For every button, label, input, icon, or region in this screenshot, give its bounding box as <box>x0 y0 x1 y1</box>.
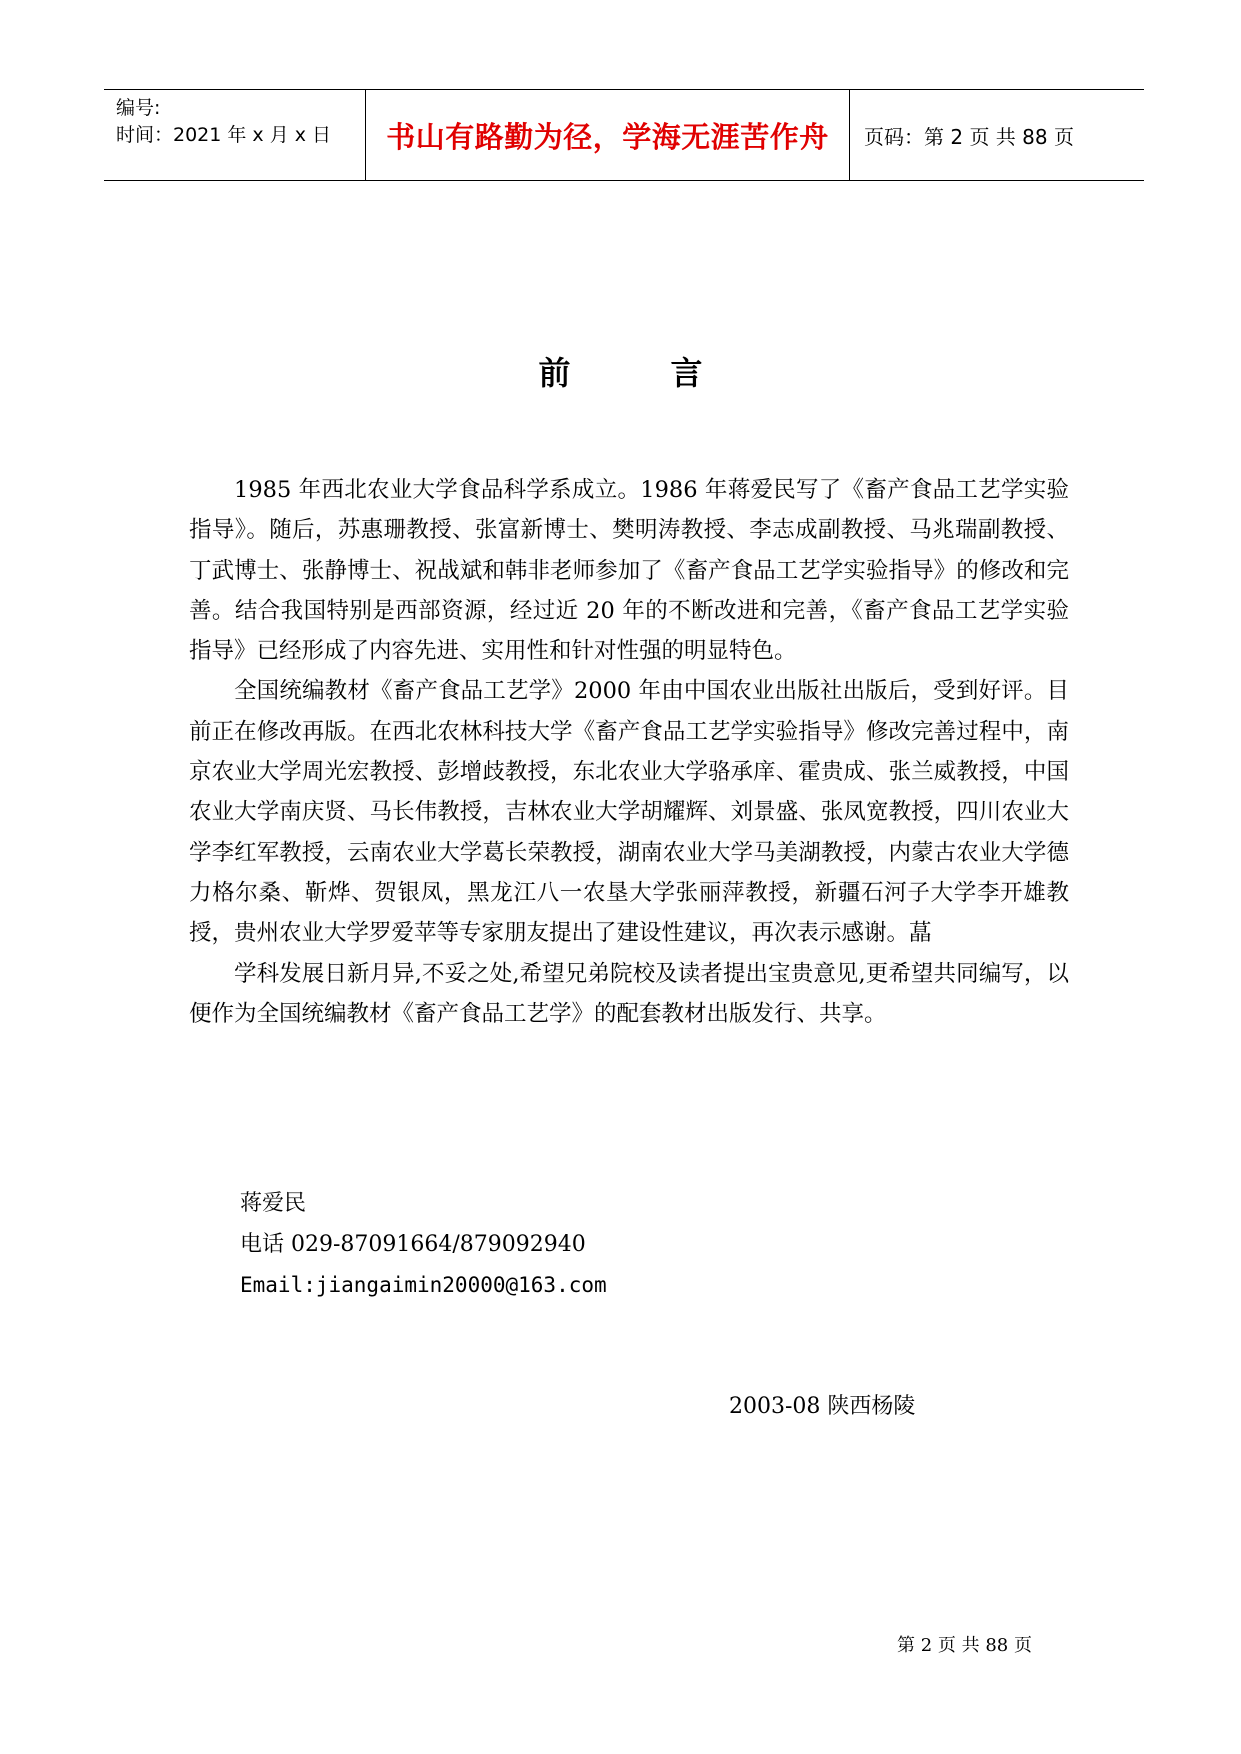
paragraph-1: 1985 年西北农业大学食品科学系成立。1986 年蒋爱民写了《畜产食品工艺学实验指导》。随后，苏惠珊教授、张富新博士、樊明涛教授、李志成副教授、马兆瑞副教授、丁武博士、张静博士、祝战斌和韩非老师参加了《畜产食品工艺学实验指导》的修改和完善。结合我国特别是西部资源，经过近 20 年的不断改进和完善，《畜产食品工艺学实验指导》已经形成了内容先进、实用性和针对性强的明显特色。 <box>189 477 1069 665</box>
time-label: 时间：2021 年 x 月 x 日 <box>116 124 332 146</box>
motto-text: 书山有路勤为径，学海无涯苦作舟 <box>386 119 829 154</box>
serial-number-label: 编号: <box>116 97 161 119</box>
phone-line: 电话 029-87091664/879092940 <box>240 1231 586 1257</box>
page-title: 前言 <box>538 354 803 392</box>
header-meta-cell <box>104 90 366 180</box>
contact-block <box>240 1184 607 1306</box>
page-info-text: 页码：第 2 页 共 88 页 <box>864 124 1074 149</box>
footer-page-number: 第 2 页 共 88 页 <box>897 1635 1032 1656</box>
preface-body <box>189 470 1069 1034</box>
header-table <box>104 89 1144 181</box>
motto-cell <box>366 90 850 180</box>
paragraph-2: 全国统编教材《畜产食品工艺学》2000 年由中国农业出版社出版后，受到好评。目前正在修改再版。在西北农林科技大学《畜产食品工艺学实验指导》修改完善过程中，南京农业大学周光宏教授、彭增歧教授，东北农业大学骆承庠、霍贵成、张兰威教授，中国农业大学南庆贤、马长伟教授，吉林农业大学胡耀辉、刘景盛、张凤宽教授，四川农业大学李红军教授，云南农业大学葛长荣教授，湖南农业大学马美湖教授，内蒙古农业大学德力格尔桑、靳烨、贺银凤，黑龙江八一农垦大学张丽萍教授，新疆石河子大学李开雄教授，贵州农业大学罗爱苹等专家朋友提出了建设性建议，再次表示感谢。蕌 <box>189 678 1069 947</box>
page-info-cell <box>850 90 1144 180</box>
author-name: 蒋爱民 <box>240 1191 307 1216</box>
email-line: Email:jiangaimin20000@163.com <box>240 1273 607 1297</box>
signoff-date-place: 2003-08 陕西杨陵 <box>729 1394 916 1419</box>
paragraph-3: 学科发展日新月异,不妥之处,希望兄弟院校及读者提出宝贵意见,更希望共同编写，以便作为全国统编教材《畜产食品工艺学》的配套教材出版发行、共享。 <box>189 960 1069 1027</box>
